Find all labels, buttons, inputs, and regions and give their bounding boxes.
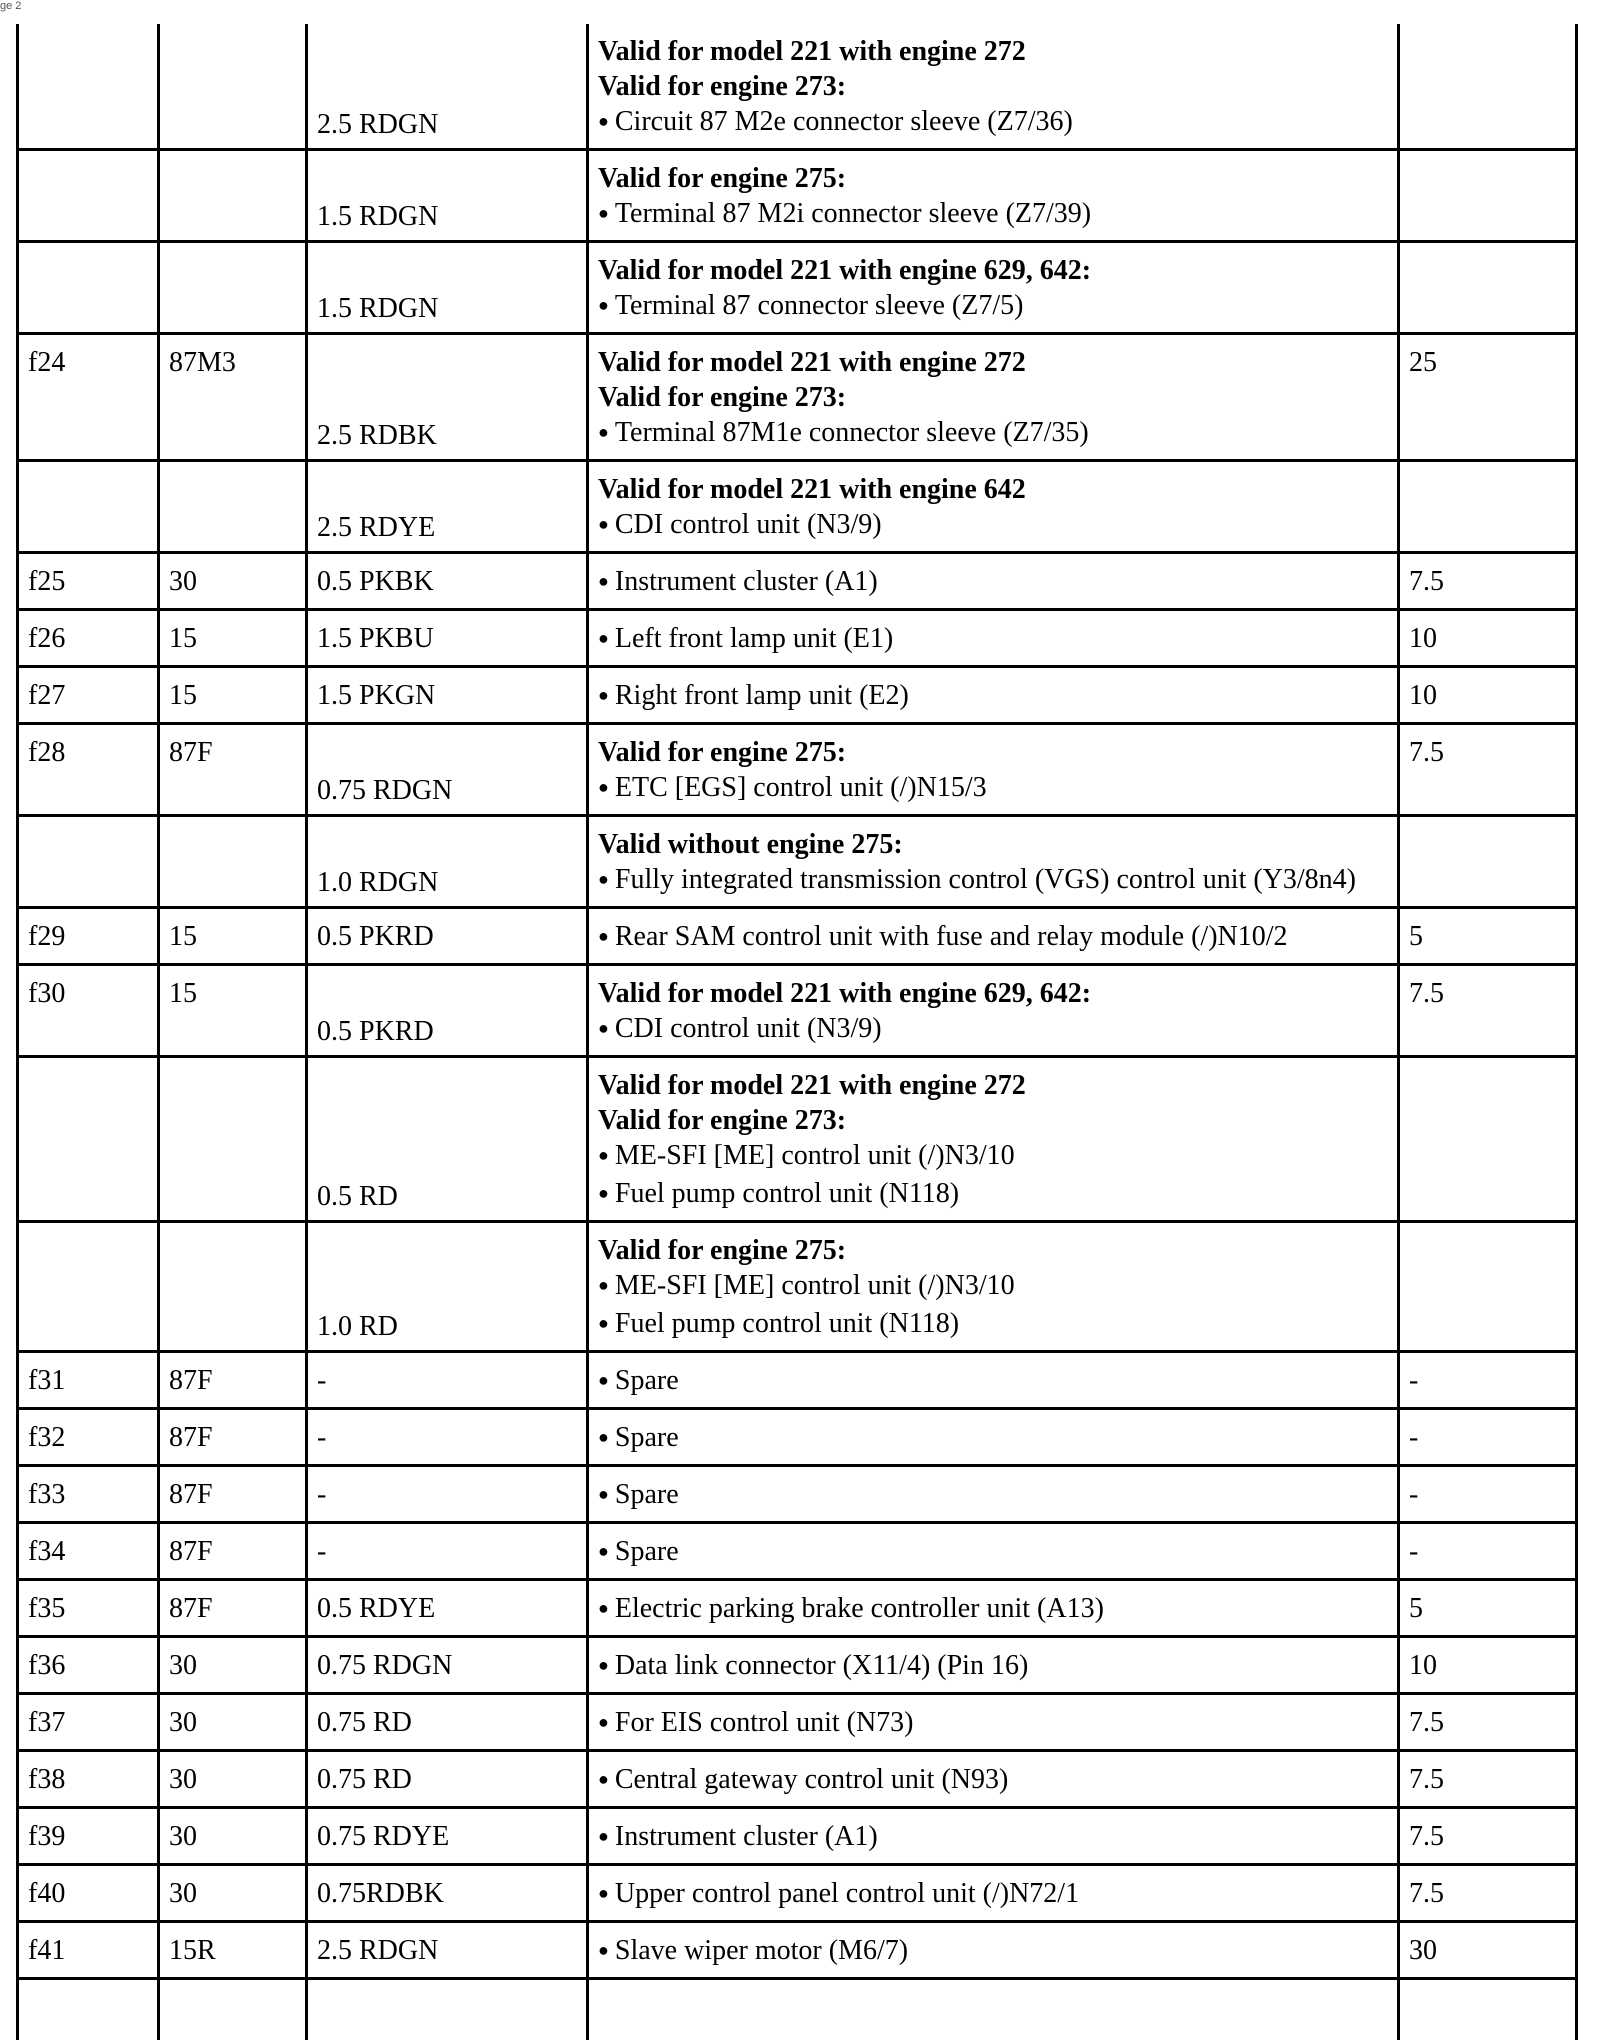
- fuse-cell: [18, 150, 159, 242]
- component-item: [598, 104, 1387, 142]
- description-cell: [588, 1466, 1399, 1523]
- component-item: [598, 196, 1387, 234]
- amperage-cell: 30: [1399, 1922, 1577, 1979]
- amperage-cell: 7.5: [1399, 1751, 1577, 1808]
- amperage-cell: -: [1399, 1523, 1577, 1580]
- component-item: [598, 1648, 1387, 1686]
- table-row: [18, 724, 1577, 816]
- component-item: [598, 1762, 1387, 1800]
- component-text: For EIS control unit (N73): [615, 1707, 914, 1738]
- component-text: Terminal 87 connector sleeve (Z7/5): [615, 290, 1024, 321]
- component-text: CDI control unit (N3/9): [615, 509, 882, 540]
- wire-cell: 0.75 RD: [307, 1694, 588, 1751]
- component-item: [598, 1011, 1387, 1049]
- fuse-cell: f33: [18, 1466, 159, 1523]
- amperage-cell: [1399, 1222, 1577, 1352]
- bullet-icon: [598, 566, 615, 597]
- wire-cell: 2.5 RDBK: [307, 334, 588, 461]
- fuse-cell: f28: [18, 724, 159, 816]
- component-item: [598, 1306, 1387, 1344]
- component-item: [598, 862, 1387, 900]
- amperage-cell: [1399, 461, 1577, 553]
- bullet-icon: [598, 623, 615, 654]
- wire-cell: -: [307, 1466, 588, 1523]
- description-cell: [588, 1808, 1399, 1865]
- bullet-icon: [598, 1140, 615, 1171]
- bullet-icon: [598, 1935, 615, 1966]
- description-cell: [588, 1865, 1399, 1922]
- bullet-icon: [598, 680, 615, 711]
- component-text: Spare: [615, 1365, 679, 1396]
- table-row: [18, 1865, 1577, 1922]
- amperage-cell: -: [1399, 1466, 1577, 1523]
- wire-cell: 0.75RDBK: [307, 1865, 588, 1922]
- table-row: [18, 1580, 1577, 1637]
- terminal-cell: 15: [159, 908, 307, 965]
- description-cell: [588, 1222, 1399, 1352]
- description-cell: [588, 1352, 1399, 1409]
- fuse-cell: f30: [18, 965, 159, 1057]
- terminal-cell: 87F: [159, 1409, 307, 1466]
- amperage-cell: 10: [1399, 667, 1577, 724]
- component-item: [598, 1477, 1387, 1515]
- validity-heading: Valid for engine 275:: [598, 735, 1387, 770]
- table-row: [18, 1466, 1577, 1523]
- table-row: [18, 1057, 1577, 1222]
- description-cell: [588, 1057, 1399, 1222]
- fuse-cell: [18, 1057, 159, 1222]
- fuse-cell: [18, 242, 159, 334]
- table-row: [18, 553, 1577, 610]
- table-row: [18, 1808, 1577, 1865]
- description-cell: [588, 1580, 1399, 1637]
- amperage-cell: 25: [1399, 334, 1577, 461]
- fuse-cell: f35: [18, 1580, 159, 1637]
- amperage-cell: 7.5: [1399, 965, 1577, 1057]
- validity-heading: Valid for model 221 with engine 629, 642:: [598, 253, 1387, 288]
- terminal-cell: [159, 242, 307, 334]
- terminal-cell: 15: [159, 667, 307, 724]
- component-item: [598, 1268, 1387, 1306]
- component-item: [598, 1591, 1387, 1629]
- terminal-cell: 87F: [159, 1466, 307, 1523]
- component-text: Data link connector (X11/4) (Pin 16): [615, 1650, 1028, 1681]
- terminal-cell: 87F: [159, 1352, 307, 1409]
- component-item: [598, 1363, 1387, 1401]
- description-cell: [588, 242, 1399, 334]
- bullet-icon: [598, 1365, 615, 1396]
- table-row-empty: [18, 1979, 1577, 2040]
- amperage-cell: [1399, 816, 1577, 908]
- amperage-cell: 7.5: [1399, 1694, 1577, 1751]
- component-text: Terminal 87M1e connector sleeve (Z7/35): [615, 417, 1089, 448]
- bullet-icon: [598, 1593, 615, 1624]
- amperage-cell: 7.5: [1399, 553, 1577, 610]
- fuse-cell: f40: [18, 1865, 159, 1922]
- bullet-icon: [598, 1013, 615, 1044]
- component-text: Instrument cluster (A1): [615, 566, 878, 597]
- wire-cell: 0.75 RDGN: [307, 724, 588, 816]
- fuse-cell: f38: [18, 1751, 159, 1808]
- fuse-cell: f26: [18, 610, 159, 667]
- description-cell: [588, 1922, 1399, 1979]
- component-item: [598, 1705, 1387, 1743]
- description-cell: [588, 908, 1399, 965]
- terminal-cell: 30: [159, 1865, 307, 1922]
- empty-cell: [18, 1979, 159, 2040]
- component-text: Upper control panel control unit (/)N72/1: [615, 1878, 1079, 1909]
- wire-cell: 0.5 PKRD: [307, 908, 588, 965]
- bullet-icon: [598, 772, 615, 803]
- bullet-icon: [598, 1707, 615, 1738]
- terminal-cell: 87M3: [159, 334, 307, 461]
- wire-cell: 1.5 RDGN: [307, 150, 588, 242]
- component-text: Terminal 87 M2i connector sleeve (Z7/39): [615, 198, 1091, 229]
- validity-heading: Valid for model 221 with engine 642: [598, 472, 1387, 507]
- component-item: [598, 415, 1387, 453]
- terminal-cell: [159, 816, 307, 908]
- fuse-cell: f32: [18, 1409, 159, 1466]
- fuse-cell: f27: [18, 667, 159, 724]
- component-item: [598, 1420, 1387, 1458]
- component-item: [598, 1176, 1387, 1214]
- fuse-cell: f34: [18, 1523, 159, 1580]
- wire-cell: 1.5 RDGN: [307, 242, 588, 334]
- description-cell: [588, 1409, 1399, 1466]
- table-row: [18, 461, 1577, 553]
- terminal-cell: [159, 1222, 307, 1352]
- amperage-cell: 7.5: [1399, 724, 1577, 816]
- bullet-icon: [598, 1650, 615, 1681]
- component-text: ME-SFI [ME] control unit (/)N3/10: [615, 1140, 1015, 1171]
- component-text: Spare: [615, 1479, 679, 1510]
- description-cell: [588, 334, 1399, 461]
- wire-cell: -: [307, 1409, 588, 1466]
- component-item: [598, 564, 1387, 602]
- component-text: Spare: [615, 1536, 679, 1567]
- description-cell: [588, 965, 1399, 1057]
- component-text: Central gateway control unit (N93): [615, 1764, 1008, 1795]
- terminal-cell: 30: [159, 1694, 307, 1751]
- bullet-icon: [598, 106, 615, 137]
- component-text: Fuel pump control unit (N118): [615, 1178, 959, 1209]
- fuse-cell: f39: [18, 1808, 159, 1865]
- bullet-icon: [598, 1536, 615, 1567]
- fuse-cell: f41: [18, 1922, 159, 1979]
- description-cell: [588, 610, 1399, 667]
- validity-heading: Valid for engine 275:: [598, 161, 1387, 196]
- wire-cell: 0.5 RD: [307, 1057, 588, 1222]
- description-cell: [588, 724, 1399, 816]
- table-row: [18, 1409, 1577, 1466]
- wire-cell: 0.75 RD: [307, 1751, 588, 1808]
- table-row: [18, 1637, 1577, 1694]
- bullet-icon: [598, 921, 615, 952]
- fuse-table-body: [18, 24, 1577, 2040]
- wire-cell: 1.0 RD: [307, 1222, 588, 1352]
- terminal-cell: 87F: [159, 1523, 307, 1580]
- wire-cell: 0.75 RDYE: [307, 1808, 588, 1865]
- table-row: [18, 908, 1577, 965]
- wire-cell: -: [307, 1352, 588, 1409]
- wire-cell: 2.5 RDGN: [307, 1922, 588, 1979]
- table-row: [18, 816, 1577, 908]
- component-text: Fuel pump control unit (N118): [615, 1308, 959, 1339]
- amperage-cell: -: [1399, 1409, 1577, 1466]
- bullet-icon: [598, 290, 615, 321]
- validity-heading: Valid for engine 273:: [598, 1103, 1387, 1138]
- table-row: [18, 334, 1577, 461]
- component-item: [598, 507, 1387, 545]
- component-text: ETC [EGS] control unit (/)N15/3: [615, 772, 987, 803]
- table-row: [18, 1922, 1577, 1979]
- bullet-icon: [598, 1479, 615, 1510]
- validity-heading: Valid without engine 275:: [598, 827, 1387, 862]
- component-text: Circuit 87 M2e connector sleeve (Z7/36): [615, 106, 1073, 137]
- bullet-icon: [598, 864, 615, 895]
- terminal-cell: 15: [159, 610, 307, 667]
- component-text: Spare: [615, 1422, 679, 1453]
- amperage-cell: 10: [1399, 1637, 1577, 1694]
- table-row: [18, 150, 1577, 242]
- fuse-cell: [18, 816, 159, 908]
- component-text: CDI control unit (N3/9): [615, 1013, 882, 1044]
- description-cell: [588, 553, 1399, 610]
- page-label: ge 2: [0, 0, 21, 12]
- fuse-cell: [18, 461, 159, 553]
- amperage-cell: [1399, 242, 1577, 334]
- description-cell: [588, 461, 1399, 553]
- empty-cell: [1399, 1979, 1577, 2040]
- terminal-cell: 30: [159, 1637, 307, 1694]
- table-row: [18, 965, 1577, 1057]
- terminal-cell: 15: [159, 965, 307, 1057]
- component-text: Fully integrated transmission control (VGS) control unit (Y3/8n4): [615, 864, 1356, 895]
- table-row: [18, 24, 1577, 150]
- validity-heading: Valid for engine 273:: [598, 69, 1387, 104]
- amperage-cell: -: [1399, 1352, 1577, 1409]
- terminal-cell: [159, 24, 307, 150]
- amperage-cell: 5: [1399, 1580, 1577, 1637]
- description-cell: [588, 1694, 1399, 1751]
- bullet-icon: [598, 1878, 615, 1909]
- component-item: [598, 1876, 1387, 1914]
- wire-cell: 0.5 RDYE: [307, 1580, 588, 1637]
- wire-cell: 1.0 RDGN: [307, 816, 588, 908]
- table-row: [18, 1222, 1577, 1352]
- bullet-icon: [598, 1178, 615, 1209]
- amperage-cell: [1399, 1057, 1577, 1222]
- wire-cell: 1.5 PKBU: [307, 610, 588, 667]
- component-item: [598, 1534, 1387, 1572]
- table-row: [18, 1523, 1577, 1580]
- table-row: [18, 667, 1577, 724]
- component-text: Right front lamp unit (E2): [615, 680, 909, 711]
- validity-heading: Valid for model 221 with engine 629, 642:: [598, 976, 1387, 1011]
- description-cell: [588, 24, 1399, 150]
- component-item: [598, 621, 1387, 659]
- fuse-cell: f24: [18, 334, 159, 461]
- bullet-icon: [598, 1821, 615, 1852]
- terminal-cell: [159, 461, 307, 553]
- bullet-icon: [598, 1422, 615, 1453]
- bullet-icon: [598, 198, 615, 229]
- validity-heading: Valid for model 221 with engine 272: [598, 345, 1387, 380]
- amperage-cell: [1399, 150, 1577, 242]
- wire-cell: -: [307, 1523, 588, 1580]
- bullet-icon: [598, 1308, 615, 1339]
- fuse-cell: f37: [18, 1694, 159, 1751]
- terminal-cell: 15R: [159, 1922, 307, 1979]
- terminal-cell: 87F: [159, 724, 307, 816]
- component-item: [598, 288, 1387, 326]
- component-item: [598, 1138, 1387, 1176]
- table-row: [18, 1694, 1577, 1751]
- component-text: ME-SFI [ME] control unit (/)N3/10: [615, 1270, 1015, 1301]
- component-text: Electric parking brake controller unit (A13): [615, 1593, 1104, 1624]
- component-text: Left front lamp unit (E1): [615, 623, 893, 654]
- bullet-icon: [598, 417, 615, 448]
- description-cell: [588, 816, 1399, 908]
- terminal-cell: 87F: [159, 1580, 307, 1637]
- fuse-cell: [18, 24, 159, 150]
- amperage-cell: [1399, 24, 1577, 150]
- amperage-cell: 10: [1399, 610, 1577, 667]
- terminal-cell: 30: [159, 1808, 307, 1865]
- fuse-table: [16, 24, 1578, 2040]
- fuse-cell: f31: [18, 1352, 159, 1409]
- description-cell: [588, 1751, 1399, 1808]
- description-cell: [588, 667, 1399, 724]
- wire-cell: 2.5 RDYE: [307, 461, 588, 553]
- table-row: [18, 1352, 1577, 1409]
- validity-heading: Valid for model 221 with engine 272: [598, 34, 1387, 69]
- wire-cell: 0.5 PKBK: [307, 553, 588, 610]
- component-text: Instrument cluster (A1): [615, 1821, 878, 1852]
- description-cell: [588, 1523, 1399, 1580]
- fuse-cell: [18, 1222, 159, 1352]
- validity-heading: Valid for model 221 with engine 272: [598, 1068, 1387, 1103]
- component-item: [598, 770, 1387, 808]
- fuse-cell: f29: [18, 908, 159, 965]
- amperage-cell: 5: [1399, 908, 1577, 965]
- component-item: [598, 919, 1387, 957]
- bullet-icon: [598, 1764, 615, 1795]
- component-item: [598, 1819, 1387, 1857]
- table-row: [18, 242, 1577, 334]
- component-item: [598, 1933, 1387, 1971]
- wire-cell: 1.5 PKGN: [307, 667, 588, 724]
- amperage-cell: 7.5: [1399, 1808, 1577, 1865]
- terminal-cell: [159, 1057, 307, 1222]
- description-cell: [588, 150, 1399, 242]
- fuse-cell: f25: [18, 553, 159, 610]
- validity-heading: Valid for engine 275:: [598, 1233, 1387, 1268]
- terminal-cell: 30: [159, 553, 307, 610]
- wire-cell: 2.5 RDGN: [307, 24, 588, 150]
- empty-cell: [159, 1979, 307, 2040]
- bullet-icon: [598, 1270, 615, 1301]
- fuse-cell: f36: [18, 1637, 159, 1694]
- empty-cell: [588, 1979, 1399, 2040]
- table-row: [18, 1751, 1577, 1808]
- validity-heading: Valid for engine 273:: [598, 380, 1387, 415]
- component-text: Rear SAM control unit with fuse and relay module (/)N10/2: [615, 921, 1288, 952]
- component-item: [598, 678, 1387, 716]
- amperage-cell: 7.5: [1399, 1865, 1577, 1922]
- terminal-cell: [159, 150, 307, 242]
- wire-cell: 0.5 PKRD: [307, 965, 588, 1057]
- bullet-icon: [598, 509, 615, 540]
- table-row: [18, 610, 1577, 667]
- component-text: Slave wiper motor (M6/7): [615, 1935, 908, 1966]
- terminal-cell: 30: [159, 1751, 307, 1808]
- description-cell: [588, 1637, 1399, 1694]
- empty-cell: [307, 1979, 588, 2040]
- wire-cell: 0.75 RDGN: [307, 1637, 588, 1694]
